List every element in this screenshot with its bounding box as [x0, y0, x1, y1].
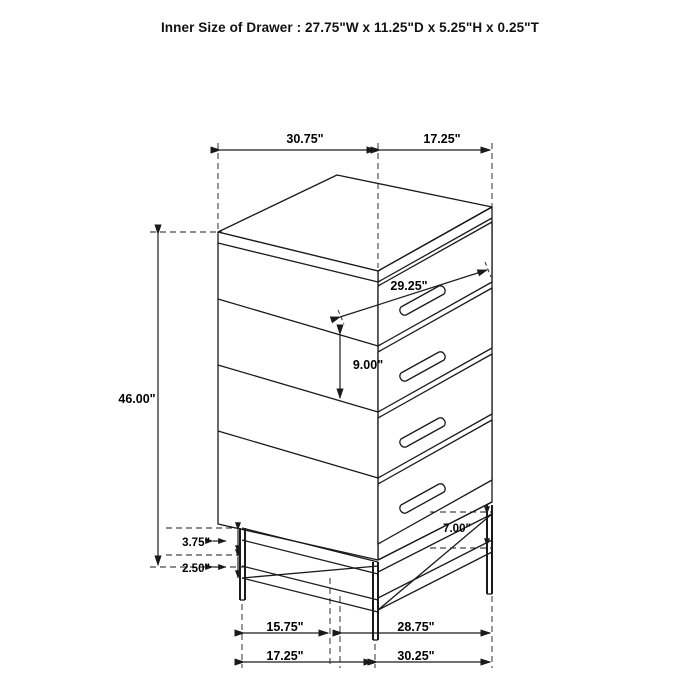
dim-base-front-width: 28.75" [397, 620, 435, 634]
page-title: Inner Size of Drawer : 27.75"W x 11.25"D x 5.25"H x 0.25"T [160, 20, 540, 35]
dim-bottom-front-width: 30.25" [397, 649, 435, 663]
dim-top-width-front: 30.75" [286, 132, 324, 146]
dim-leg-upper-height: 3.75" [182, 537, 210, 549]
dim-base-side-width: 15.75" [266, 620, 304, 634]
dim-bottom-side-width: 17.25" [266, 649, 304, 663]
dim-total-height: 46.00" [118, 392, 156, 406]
dim-top-width-side: 17.25" [423, 132, 461, 146]
dim-leg-lower-height: 2.50" [182, 563, 210, 575]
dim-base-depth: 7.00" [443, 523, 471, 535]
dim-drawer-width: 29.25" [390, 279, 428, 293]
dim-drawer-height: 9.00" [352, 358, 384, 372]
